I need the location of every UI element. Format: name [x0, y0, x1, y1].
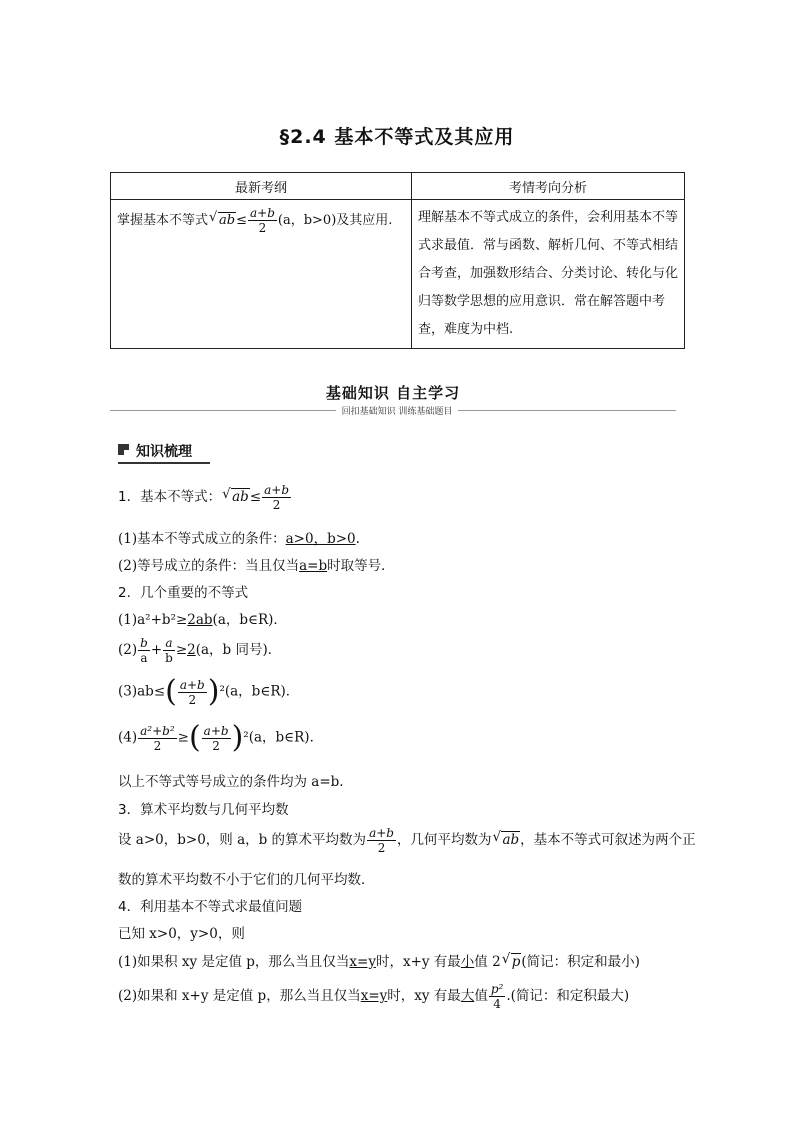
inequality-2: (2) $\frac{b}{a}$ + $\frac{a}{b}$ ≥2(a，b 同号)． [118, 636, 282, 665]
section-heading: 基础知识 自主学习 [325, 384, 461, 402]
inequality-4: (4) $\frac{\text{a²+b²}}{2}$ ≥( $\frac{a+b}{2}$ )²(a，b∈R)． [118, 720, 324, 755]
item-3-text: 设 a>0，b>0，则 a，b 的算术平均数为 $\frac{a+b}{2}$ ，几何平均数为√ ab，基本不等式可叙述为两个正 [118, 826, 696, 855]
inequality-3: (3)ab≤( $\frac{a+b}{2}$ )²(a，b∈R)． [118, 674, 300, 709]
item-3: 3．算术平均数与几何平均数 [118, 802, 289, 818]
item-1: 1．基本不等式：√ ab≤ $\frac{a+b}{2}$ [118, 483, 292, 512]
table-header-outline: 最新考纲 [111, 173, 412, 200]
knowledge-underline [118, 462, 210, 464]
inequality-note: 以上不等式等号成立的条件均为 a=b. [118, 774, 344, 790]
item-1-1: (1)基本不等式成立的条件：a>0，b>0. [118, 531, 360, 547]
inequality-1: (1)a²+b²≥2ab(a，b∈R)． [118, 612, 287, 628]
outline-relation: ≤ [236, 213, 247, 228]
item-4: 4．利用基本不等式求最值问题 [118, 899, 303, 915]
item-4-given: 已知 x>0，y>0，则 [118, 926, 245, 942]
item-2: 2．几个重要的不等式 [118, 585, 249, 601]
item-4-2: (2)如果和 x+y 是定值 p，那么当且仅当x=y时，xy 有最大值 $\frac{\text{p²}}{4}$ .(简记：和定积最大) [118, 982, 630, 1011]
item-4-1: (1)如果积 xy 是定值 p，那么当且仅当x=y时，x+y 有最小值 2√ p(简记：积定和最小) [118, 950, 640, 970]
outline-condition: (a，b>0)及其应用. [277, 213, 393, 228]
table-cell-outline [111, 200, 412, 349]
syllabus-table [110, 172, 685, 349]
outline-text: 掌握基本不等式 [117, 213, 209, 228]
section-subheading: 回扣基础知识 训练基础题目 [0, 404, 794, 417]
square-icon-notch [124, 450, 129, 455]
knowledge-label: 知识梳理 [136, 444, 192, 460]
item-3-text-2: 数的算术平均数不小于它们的几何平均数． [118, 872, 375, 888]
item-1-2: (2)等号成立的条件：当且仅当a=b时取等号． [118, 558, 395, 574]
page-title: §2.4 基本不等式及其应用 [279, 126, 515, 148]
table-cell-analysis: 理解基本不等式成立的条件，会利用基本不等式求最值．常与函数、解析几何、不等式相结合考查，加强数形结合、分类讨论、转化与化归等数学思想的应用意识．常在解答题中考查，难度为中档. [412, 200, 685, 349]
sqrt-ab: √ ab [218, 212, 236, 228]
outline-fraction: $\frac{a+b}{2}$ [250, 206, 275, 235]
table-header-analysis: 考情考向分析 [412, 173, 685, 200]
